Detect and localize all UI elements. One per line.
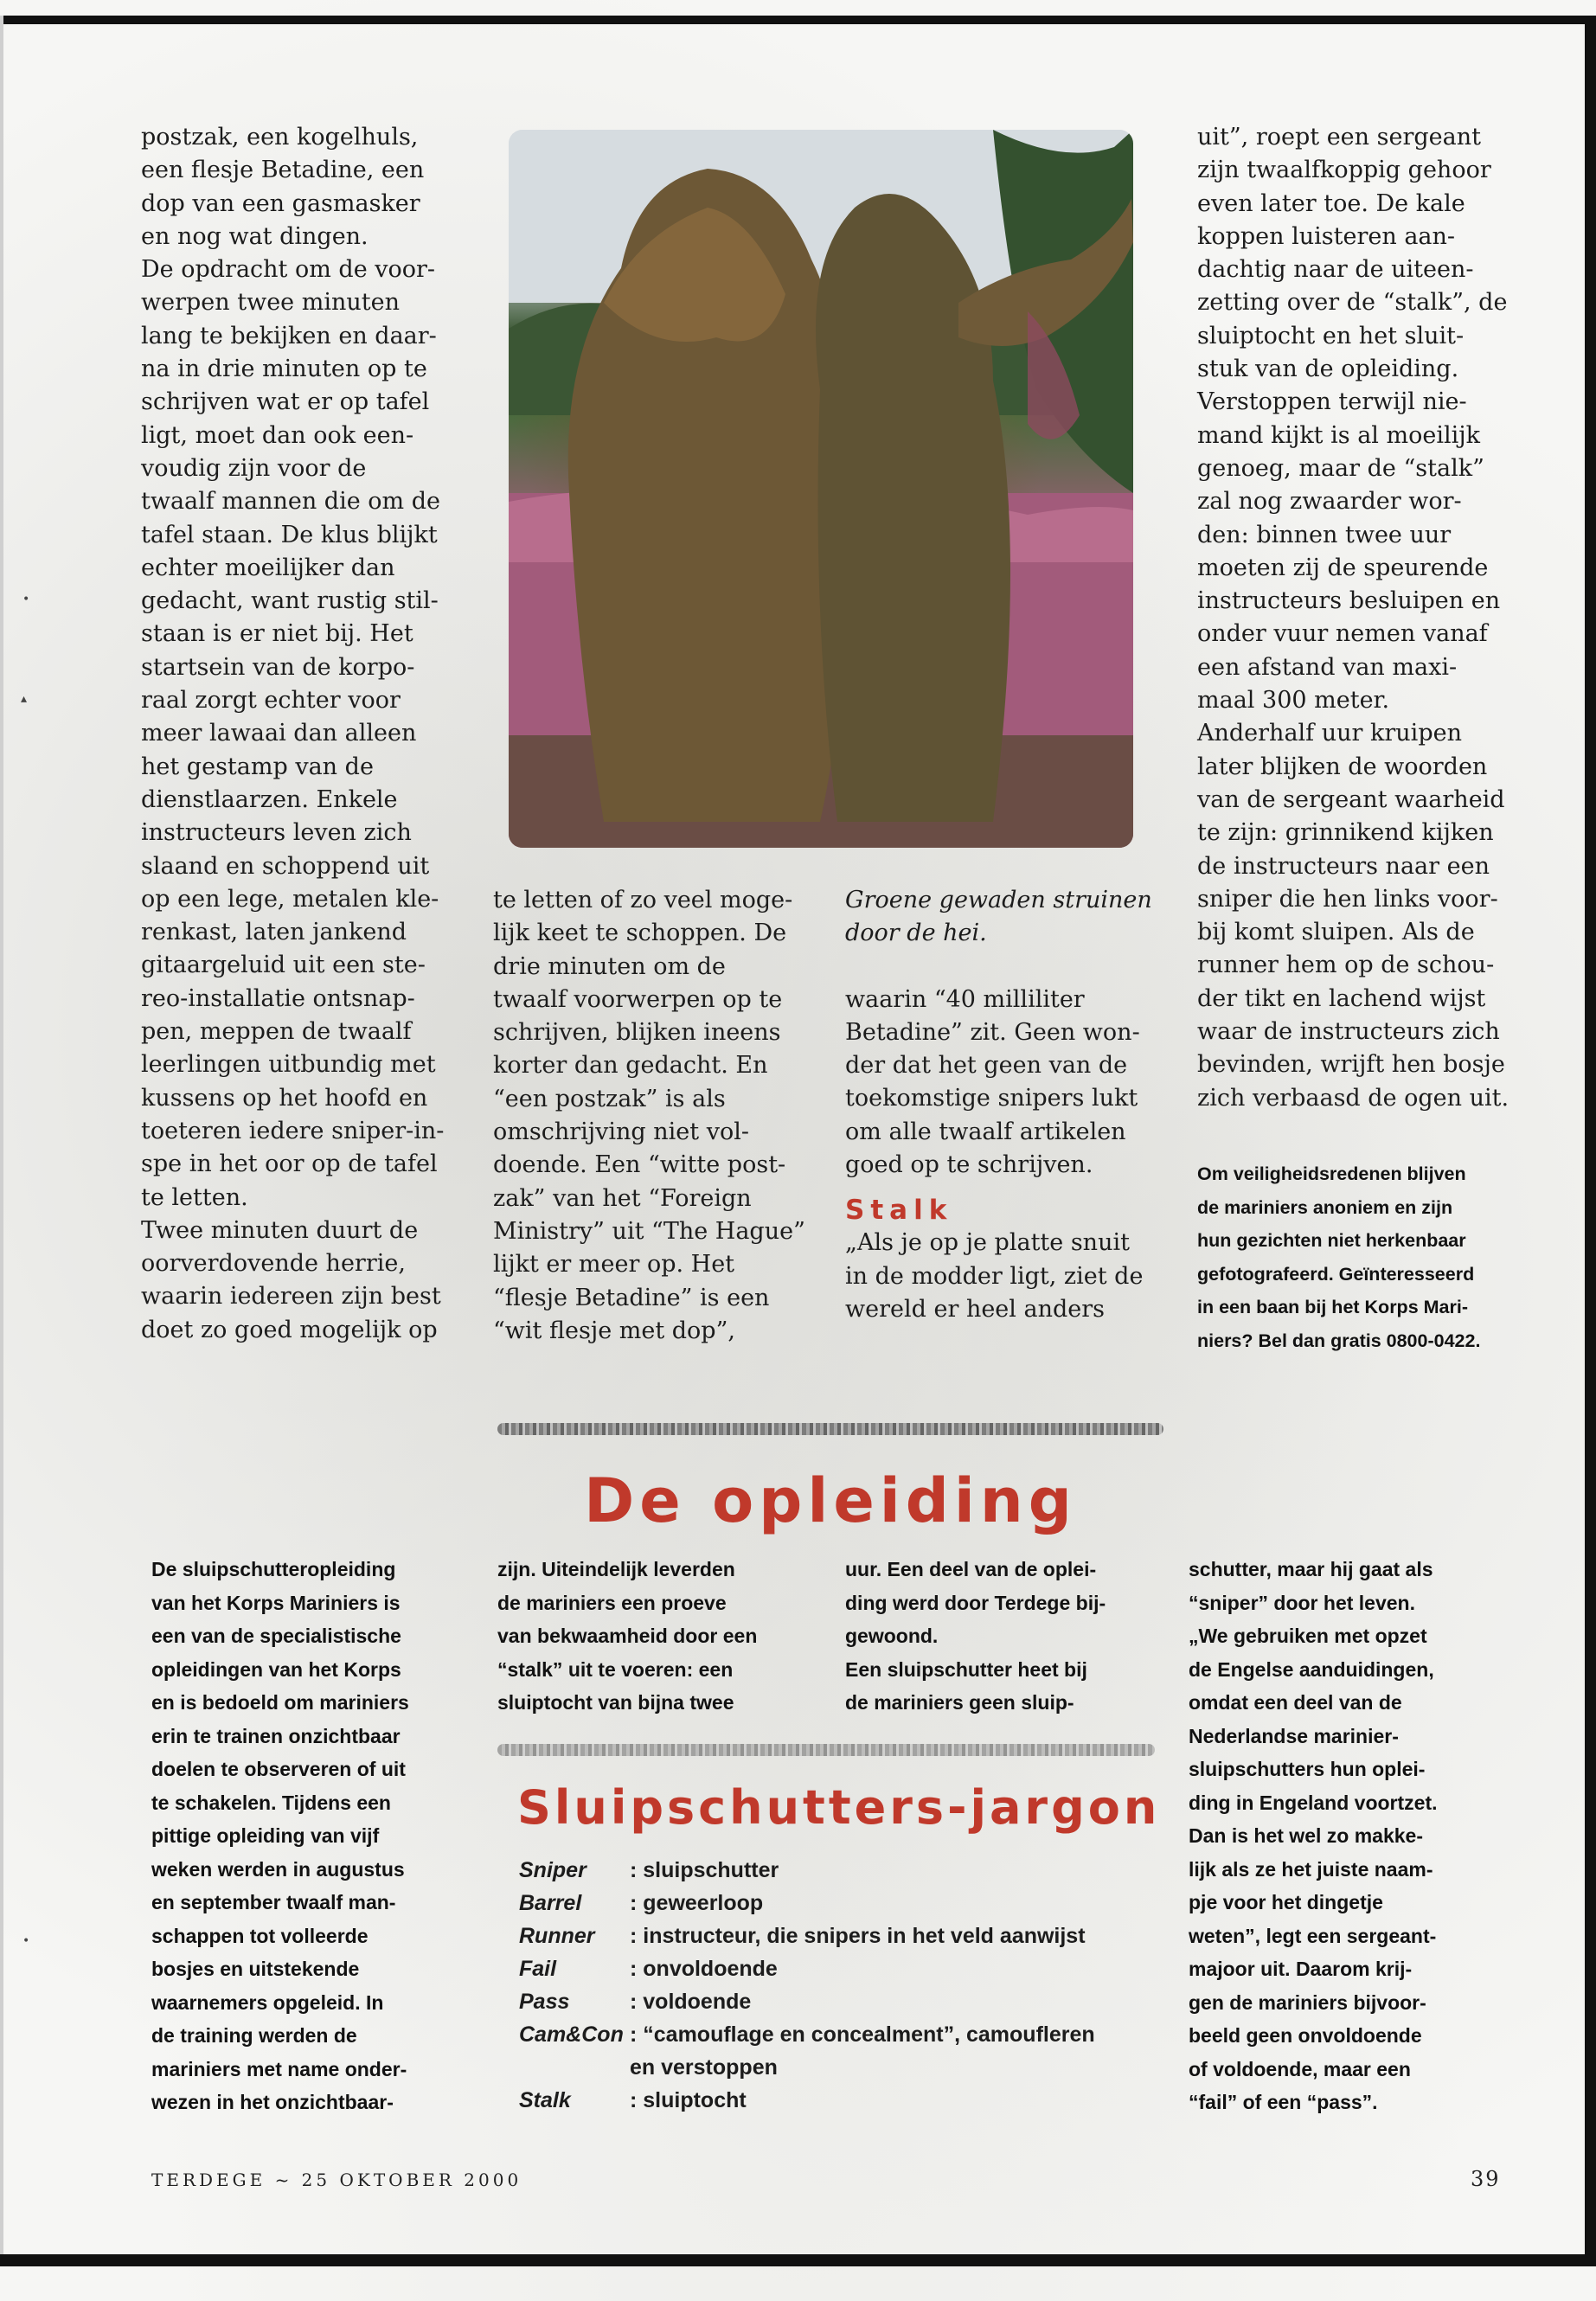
col1-line: oorverdovende herrie, xyxy=(141,1250,406,1278)
col1-line: slaand en schoppend uit xyxy=(141,852,430,880)
jargon-definition: : voldoende xyxy=(630,1990,752,2014)
col2-line: zak” van het “Foreign xyxy=(493,1184,752,1212)
opleiding-line: bosjes en uitstekende xyxy=(151,1958,360,1980)
article-column-1 xyxy=(141,121,470,1347)
opleiding-line: pittige opleiding van vijf xyxy=(151,1824,380,1847)
article-column-3 xyxy=(845,884,1165,1326)
col4-line: koppen luisteren aan- xyxy=(1197,222,1456,250)
opleiding-line: of voldoende, maar een xyxy=(1189,2057,1411,2080)
col4-line: onder vuur nemen vanaf xyxy=(1197,620,1488,648)
jargon-entry xyxy=(519,2084,1142,2117)
col4-line: instructeurs besluipen en xyxy=(1197,587,1501,615)
col4-line: den: binnen twee uur xyxy=(1197,521,1452,548)
col4-line: van de sergeant waarheid xyxy=(1197,785,1505,813)
opleiding-line: “sniper” door het leven. xyxy=(1189,1591,1415,1614)
opleiding-line: mariniers met name onder- xyxy=(151,2057,407,2080)
opleiding-line: majoor uit. Daarom krij- xyxy=(1189,1958,1413,1980)
opleiding-line: sluiptocht van bijna twee xyxy=(497,1691,734,1714)
opleiding-line: lijk als ze het juiste naam- xyxy=(1189,1857,1433,1881)
scan-mark-dot: • xyxy=(22,593,30,606)
opleiding-line: en september twaalf man- xyxy=(151,1891,396,1913)
col1-line: echter moeilijker dan xyxy=(141,554,395,581)
col2-line: doende. Een “witte post- xyxy=(493,1151,786,1179)
opleiding-line: opleidingen van het Korps xyxy=(151,1657,401,1681)
col1-line: startsein van de korpo- xyxy=(141,653,415,681)
col1-line: het gestamp van de xyxy=(141,753,374,780)
page-number: 39 xyxy=(1471,2167,1501,2191)
bottom-border xyxy=(0,2254,1596,2266)
col4-line: te zijn: grinnikend kijken xyxy=(1197,819,1494,847)
col4-line: runner hem op de schou- xyxy=(1197,952,1495,979)
col2-line: “wit flesje met dop”, xyxy=(493,1317,735,1344)
jargon-term: Runner xyxy=(519,1924,595,1948)
col1-line: Twee minuten duurt de xyxy=(141,1216,419,1244)
col1-line: tafel staan. De klus blijkt xyxy=(141,521,438,548)
jargon-definition: : sluipschutter xyxy=(630,1858,779,1882)
jargon-entry xyxy=(519,1985,1142,2018)
opleiding-line: De sluipschutteropleiding xyxy=(151,1558,396,1580)
right-border xyxy=(1585,16,1596,2266)
opleiding-line: ding werd door Terdege bij- xyxy=(845,1591,1106,1614)
col1-line: spe in het oor op de tafel xyxy=(141,1150,438,1178)
col1-line: schrijven wat er op tafel xyxy=(141,388,430,416)
col3-line: toekomstige snipers lukt xyxy=(845,1085,1138,1112)
opleiding-column-4 xyxy=(1189,1553,1517,2119)
opleiding-column-3 xyxy=(845,1553,1157,1720)
col4-line: maal 300 meter. xyxy=(1197,687,1390,715)
opleiding-line: weten”, legt een sergeant- xyxy=(1189,1924,1437,1947)
col4-line: zetting over de “stalk”, de xyxy=(1197,289,1508,317)
col3-line: Betadine” zit. Geen won- xyxy=(845,1018,1140,1046)
jargon-entry xyxy=(519,2051,1142,2084)
col2-line: drie minuten om de xyxy=(493,952,726,980)
col1-line: op een lege, metalen kle- xyxy=(141,885,439,913)
subheading-stalk: Stalk xyxy=(845,1195,953,1227)
col1-line: renkast, laten jankend xyxy=(141,919,407,946)
jargon-term: Pass xyxy=(519,1990,570,2014)
opleiding-column-1 xyxy=(151,1553,450,2119)
opleiding-line: erin te trainen onzichtbaar xyxy=(151,1724,401,1747)
col1-line: waarin iedereen zijn best xyxy=(141,1283,441,1311)
col4-line: dachtig naar de uiteen- xyxy=(1197,256,1474,284)
col1-line: De opdracht om de voor- xyxy=(141,256,436,284)
col2-line: korter dan gedacht. En xyxy=(493,1052,768,1080)
col1-line: lang te bekijken en daar- xyxy=(141,322,437,349)
decorative-divider-jargon xyxy=(497,1744,1155,1756)
opleiding-line: te schakelen. Tijdens een xyxy=(151,1791,391,1814)
col4-line: sniper die hen links voor- xyxy=(1197,885,1498,913)
opleiding-line: “fail” of een “pass”. xyxy=(1189,2091,1378,2113)
heading-de-opleiding: De opleiding xyxy=(584,1465,1077,1536)
scan-mark-triangle: ▴ xyxy=(21,692,28,706)
col4-line: der tikt en lachend wijst xyxy=(1197,984,1486,1012)
article-column-4 xyxy=(1197,121,1526,1115)
jargon-definition: : onvoldoende xyxy=(630,1957,778,1981)
opleiding-line: de Engelse aanduidingen, xyxy=(1189,1657,1434,1681)
col3-line: der dat het geen van de xyxy=(845,1052,1128,1080)
jargon-term: Cam&Con xyxy=(519,2022,624,2047)
opleiding-line: wezen in het onzichtbaar- xyxy=(151,2091,394,2113)
col4-line: sluiptocht en het sluit- xyxy=(1197,322,1465,349)
col4-line: bevinden, wrijft hen bosje xyxy=(1197,1051,1505,1079)
note-line: in een baan bij het Korps Mari- xyxy=(1197,1297,1468,1317)
col4-line: bij komt sluipen. Als de xyxy=(1197,919,1475,946)
article-column-2 xyxy=(493,884,813,1348)
opleiding-line: de mariniers geen sluip- xyxy=(845,1691,1074,1714)
photo-illustration xyxy=(509,130,1133,848)
col1-line: staan is er niet bij. Het xyxy=(141,620,413,648)
col1-line: kussens op het hoofd en xyxy=(141,1084,428,1112)
photo-ghillie-snipers xyxy=(509,130,1133,848)
opleiding-line: ding in Engeland voortzet. xyxy=(1189,1791,1438,1814)
jargon-term: Stalk xyxy=(519,2088,571,2112)
opleiding-line: een van de specialistische xyxy=(151,1625,401,1647)
col2-line: “flesje Betadine” is een xyxy=(493,1284,770,1311)
col1-line: twaalf mannen die om de xyxy=(141,488,440,516)
col2-line: schrijven, blijken ineens xyxy=(493,1019,781,1047)
photo-caption-line: door de hei. xyxy=(845,920,987,947)
note-line: gefotografeerd. Geïnteresseerd xyxy=(1197,1263,1475,1285)
col4-line: even later toe. De kale xyxy=(1197,189,1465,217)
footer-publication: TERDEGE ~ 25 OKTOBER 2000 xyxy=(151,2170,522,2190)
opleiding-line: uur. Een deel van de oplei- xyxy=(845,1558,1097,1580)
opleiding-line: sluipschutters hun oplei- xyxy=(1189,1758,1426,1780)
col2-line: twaalf voorwerpen op te xyxy=(493,985,783,1013)
col1-line: gitaargeluid uit een ste- xyxy=(141,952,426,979)
note-line: de mariniers anoniem en zijn xyxy=(1197,1196,1453,1218)
jargon-term: Barrel xyxy=(519,1891,582,1915)
col4-line: zijn twaalfkoppig gehoor xyxy=(1197,157,1491,184)
photo-caption-line: Groene gewaden struinen xyxy=(845,887,1152,913)
opleiding-line: Nederlandse marinier- xyxy=(1189,1724,1399,1747)
col4-line: mand kijkt is al moeilijk xyxy=(1197,421,1480,449)
col1-line: dienstlaarzen. Enkele xyxy=(141,785,398,813)
left-edge xyxy=(0,16,3,2266)
col3-line: in de modder ligt, ziet de xyxy=(845,1262,1144,1290)
opleiding-line: weken werden in augustus xyxy=(151,1857,405,1881)
col1-line: gedacht, want rustig stil- xyxy=(141,587,439,615)
col3-line: om alle twaalf artikelen xyxy=(845,1118,1126,1145)
note-line: hun gezichten niet herkenbaar xyxy=(1197,1230,1466,1251)
jargon-definition: en verstoppen xyxy=(630,2055,778,2080)
opleiding-line: beeld geen onvoldoende xyxy=(1189,2024,1422,2047)
col4-line: uit”, roept een sergeant xyxy=(1197,124,1481,151)
col3-line: goed op te schrijven. xyxy=(845,1151,1093,1179)
opleiding-line: pje voor het dingetje xyxy=(1189,1891,1383,1913)
col4-line: de instructeurs naar een xyxy=(1197,852,1490,880)
col4-line: een afstand van maxi- xyxy=(1197,653,1458,681)
opleiding-line: de mariniers een proeve xyxy=(497,1591,727,1614)
opleiding-line: en is bedoeld om mariniers xyxy=(151,1691,409,1714)
col2-line: te letten of zo veel moge- xyxy=(493,887,793,913)
jargon-definition: : instructeur, die snipers in het veld aanwijst xyxy=(630,1924,1086,1948)
col1-line: postzak, een kogelhuls, xyxy=(141,124,419,151)
col4-line: Anderhalf uur kruipen xyxy=(1197,720,1462,747)
decorative-divider-top xyxy=(497,1423,1163,1435)
col4-line: moeten zij de speurende xyxy=(1197,554,1489,581)
col1-line: toeteren iedere sniper-in- xyxy=(141,1117,445,1144)
note-line: niers? Bel dan gratis 0800-0422. xyxy=(1197,1330,1481,1351)
opleiding-line: Een sluipschutter heet bij xyxy=(845,1657,1087,1681)
opleiding-line: gewoond. xyxy=(845,1625,939,1647)
jargon-definition: : “camouflage en concealment”, camoufleren xyxy=(630,2022,1095,2047)
col3-line: wereld er heel anders xyxy=(845,1295,1106,1323)
opleiding-column-2 xyxy=(497,1553,809,1720)
opleiding-line: schappen tot volleerde xyxy=(151,1924,369,1947)
col1-line: en nog wat dingen. xyxy=(141,222,369,250)
jargon-entry xyxy=(519,1887,1142,1920)
opleiding-line: van het Korps Mariniers is xyxy=(151,1591,401,1614)
jargon-entry xyxy=(519,1854,1142,1887)
jargon-definition: : geweerloop xyxy=(630,1891,764,1915)
col4-line: later blijken de woorden xyxy=(1197,753,1488,780)
col4-line: zal nog zwaarder wor- xyxy=(1197,488,1462,516)
top-border xyxy=(0,16,1596,24)
col1-line: pen, meppen de twaalf xyxy=(141,1018,412,1046)
opleiding-line: Dan is het wel zo makke- xyxy=(1189,1824,1423,1847)
opleiding-line: doelen te observeren of uit xyxy=(151,1758,406,1780)
col1-line: voudig zijn voor de xyxy=(141,454,367,482)
col4-line: genoeg, maar de “stalk” xyxy=(1197,454,1484,482)
col2-line: lijkt er meer op. Het xyxy=(493,1251,735,1279)
heading-sluipschutters-jargon: Sluipschutters-jargon xyxy=(517,1780,1161,1835)
opleiding-line: schutter, maar hij gaat als xyxy=(1189,1558,1433,1580)
opleiding-line: omdat een deel van de xyxy=(1189,1691,1402,1714)
col1-line: te letten. xyxy=(141,1183,248,1211)
col1-line: meer lawaai dan alleen xyxy=(141,720,417,747)
col1-line: instructeurs leven zich xyxy=(141,819,412,847)
col4-line: waar de instructeurs zich xyxy=(1197,1018,1500,1046)
col1-line: dop van een gasmasker xyxy=(141,189,420,217)
col2-line: omschrijving niet vol- xyxy=(493,1118,749,1146)
jargon-entry xyxy=(519,1920,1142,1952)
opleiding-line: zijn. Uiteindelijk leverden xyxy=(497,1558,735,1580)
col1-line: raal zorgt echter voor xyxy=(141,687,401,715)
opleiding-line: waarnemers opgeleid. In xyxy=(151,1990,384,2014)
col1-line: leerlingen uitbundig met xyxy=(141,1051,436,1079)
col1-line: ligt, moet dan ook een- xyxy=(141,421,414,449)
col1-line: doet zo goed mogelijk op xyxy=(141,1316,438,1343)
jargon-definition: : sluiptocht xyxy=(630,2088,747,2112)
col2-line: “een postzak” is als xyxy=(493,1085,726,1112)
opleiding-line: „We gebruiken met opzet xyxy=(1189,1625,1427,1647)
jargon-term xyxy=(519,2051,630,2084)
opleiding-line: de training werden de xyxy=(151,2024,357,2047)
col1-line: reo-installatie ontsnap- xyxy=(141,984,415,1012)
opleiding-line: gen de mariniers bijvoor- xyxy=(1189,1990,1426,2014)
col3-line: waarin “40 milliliter xyxy=(845,985,1085,1013)
jargon-entry xyxy=(519,1952,1142,1985)
opleiding-line: van bekwaamheid door een xyxy=(497,1625,758,1647)
col4-line: zich verbaasd de ogen uit. xyxy=(1197,1084,1509,1112)
col3-line: „Als je op je platte snuit xyxy=(845,1229,1130,1257)
col1-line: na in drie minuten op te xyxy=(141,356,427,383)
note-line: Om veiligheidsredenen blijven xyxy=(1197,1163,1466,1184)
anonymity-note xyxy=(1197,1157,1526,1357)
jargon-term: Sniper xyxy=(519,1858,586,1882)
opleiding-line: “stalk” uit te voeren: een xyxy=(497,1657,734,1681)
col2-line: lijk keet te schoppen. De xyxy=(493,920,787,947)
col4-line: Verstoppen terwijl nie- xyxy=(1197,388,1467,416)
col1-line: werpen twee minuten xyxy=(141,289,400,317)
col4-line: stuk van de opleiding. xyxy=(1197,356,1459,383)
jargon-list xyxy=(519,1854,1142,2117)
jargon-term: Fail xyxy=(519,1957,557,1981)
scan-mark-dot: • xyxy=(22,1934,30,1948)
col2-line: Ministry” uit “The Hague” xyxy=(493,1217,805,1245)
jargon-entry xyxy=(519,2018,1142,2051)
col1-line: een flesje Betadine, een xyxy=(141,157,425,184)
